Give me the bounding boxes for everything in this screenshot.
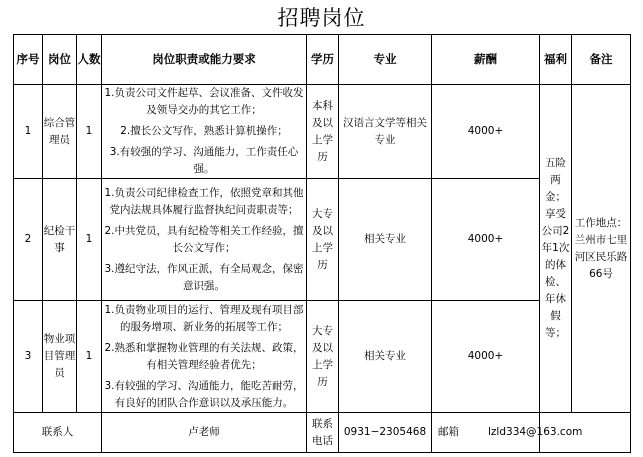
duty-item: 3.有较强的学习、沟通能力，工作责任心强。 [109, 146, 299, 175]
contact-email-label: 邮箱 [432, 413, 540, 453]
row-education: 本科及以上学历 [307, 85, 339, 179]
row-post: 物业项目管理员 [43, 301, 77, 413]
duty-item: 1.负责物业项目的运行、管理及现有项目部的服务增项、新业务的拓展等工作； [104, 303, 304, 333]
header-row [14, 35, 631, 85]
contact-row [14, 413, 631, 453]
table-row [14, 301, 631, 413]
duty-item: 3.遵纪守法，作风正派，有全局观念，保密意识强。 [104, 262, 304, 292]
recruitment-table [13, 34, 631, 453]
header-salary: 薪酬 [432, 35, 540, 85]
row-education: 大专及以上学历 [307, 179, 339, 301]
contact-person-label: 联系人 [14, 413, 102, 453]
row-major: 汉语言文学等相关专业 [339, 85, 432, 179]
header-duty: 岗位职责或能力要求 [102, 35, 307, 85]
row-duties [102, 301, 307, 413]
duty-item: 2.中共党员，具有纪检等相关工作经验，擅长公文写作； [104, 224, 304, 254]
row-seq: 1 [14, 85, 43, 179]
table-row [14, 179, 631, 301]
row-major: 相关专业 [339, 179, 432, 301]
header-education: 学历 [307, 35, 339, 85]
row-major: 相关专业 [339, 301, 432, 413]
duty-item: 2.擅长公文写作，熟悉计算机操作； [120, 125, 288, 137]
row-seq: 2 [14, 179, 43, 301]
header-seq: 序号 [14, 35, 43, 85]
duty-item: 2.熟悉和掌握物业管理的有关法规、政策，有相关管理经验者优先； [104, 341, 304, 371]
row-count: 1 [77, 301, 102, 413]
table-row [14, 85, 631, 179]
row-duties [102, 85, 307, 179]
header-remark: 备注 [572, 35, 631, 85]
row-count: 1 [77, 179, 102, 301]
welfare-cell: 五险两金；享受公司2年1次的体检、年休假等； [540, 85, 572, 413]
row-post: 综合管理员 [43, 85, 77, 179]
header-count: 人数 [77, 35, 102, 85]
contact-email-cell [488, 413, 631, 453]
duty-item: 1.负责公司文件起草、会议准备、文件收发及领导交办的其它工作； [104, 87, 304, 116]
contact-phone-label: 联系电话 [307, 413, 339, 453]
page-title: 招聘岗位 [277, 6, 366, 30]
row-post: 纪检干事 [43, 179, 77, 301]
header-welfare: 福利 [540, 35, 572, 85]
row-duties [102, 179, 307, 301]
remark-cell: 工作地点：兰州市七里河区民乐路66号 [572, 85, 631, 413]
row-salary: 4000+ [432, 301, 540, 413]
row-salary: 4000+ [432, 85, 540, 179]
row-seq: 3 [14, 301, 43, 413]
header-post: 岗位 [43, 35, 77, 85]
row-count: 1 [77, 85, 102, 179]
row-salary: 4000+ [432, 179, 540, 301]
row-education: 大专及以上学历 [307, 301, 339, 413]
contact-email[interactable]: lzld334@163.com [488, 426, 583, 438]
header-major: 专业 [339, 35, 432, 85]
duty-item: 3.有较强的学习、沟通能力，能吃苦耐劳，有良好的团队合作意识以及承压能力。 [104, 379, 304, 409]
contact-phone: 0931−2305468 [339, 413, 432, 453]
duty-item: 1.负责公司纪律检查工作，依照党章和其他党内法规具体履行监督执纪问责职责等； [104, 186, 304, 216]
contact-person: 卢老师 [102, 413, 307, 453]
